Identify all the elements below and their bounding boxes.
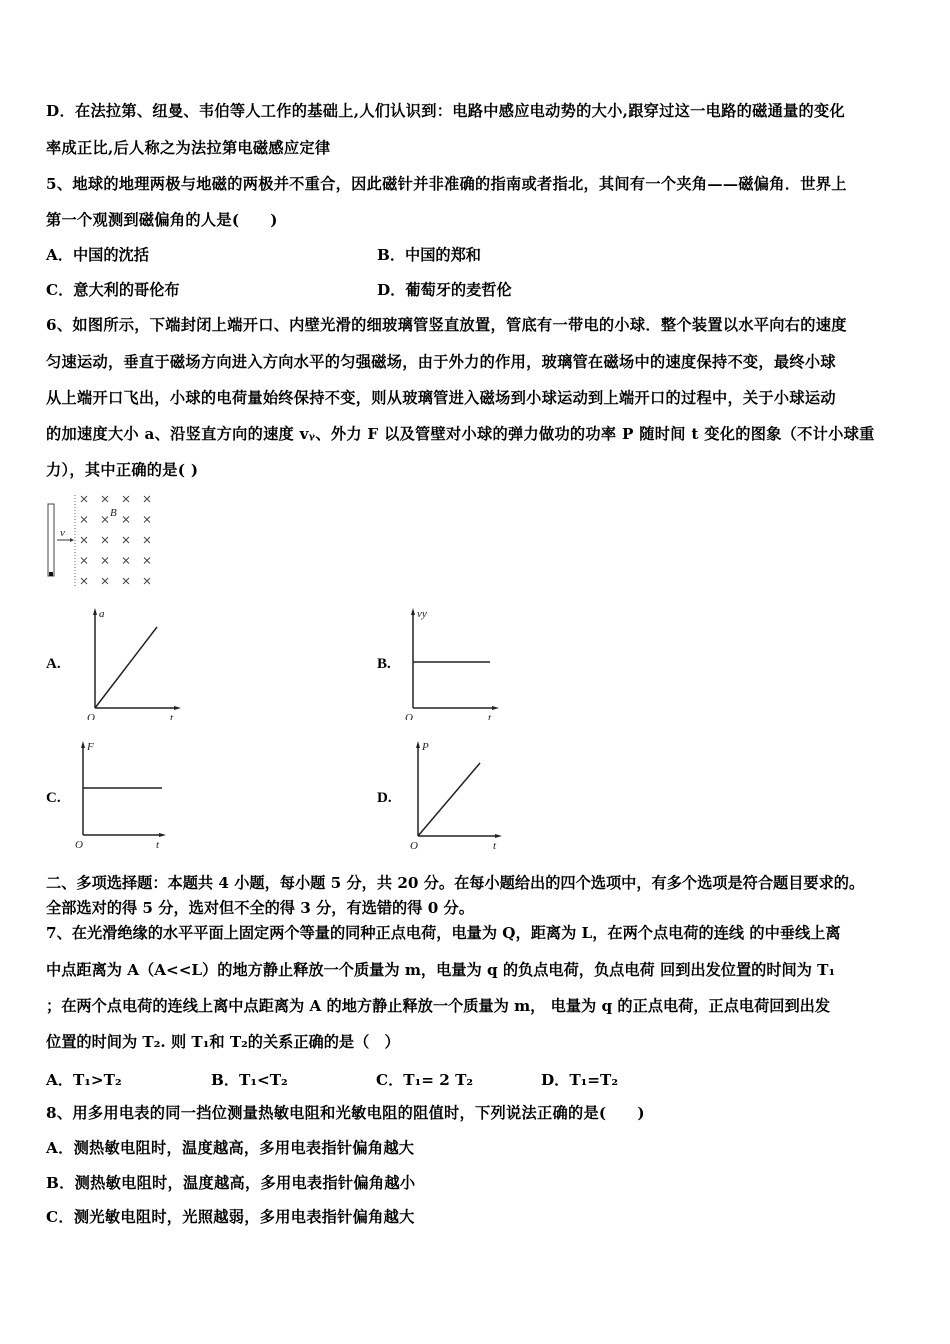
graph-d-label: D. [377,790,392,806]
svg-text:P: P [422,741,429,753]
q7-stem-line3: ；在两个点电荷的连线上离中点距离为 A 的地方静止释放一个质量为 m， 电量为 q 的正点电荷，正点电荷回到出发 [46,997,831,1015]
svg-text:t: t [493,840,497,850]
q7-stem-line4: 位置的时间为 T₂. 则 T₁和 T₂的关系正确的是（ ） [46,1033,400,1051]
field-cross [81,578,87,584]
field-cross [123,517,129,523]
section2-intro-line1: 二、多项选择题：本题共 4 小题，每小题 5 分，共 20 分。在每小题给出的四个选项中，有多个选项是符合题目要求的。 [46,874,865,892]
q6-stem-line5: 力），其中正确的是( ) [46,461,199,479]
svg-text:t: t [488,712,492,720]
svg-text:t: t [156,839,160,850]
q6-stem-line2: 匀速运动，垂直于磁场方向进入方向水平的匀强磁场，由于外力的作用，玻璃管在磁场中的速度保持不变，最终小球 [46,353,836,371]
field-cross [144,578,150,584]
q5-option-c: C．意大利的哥伦布 [46,281,180,299]
q4-option-d-line1: D．在法拉第、纽曼、韦伯等人工作的基础上,人们认识到：电路中感应电动势的大小,跟穿过这一电路的磁通量的变化 [46,102,846,120]
field-cross [81,517,87,523]
graph-d [405,738,505,850]
q7-option-d: D．T₁=T₂ [541,1071,618,1089]
field-cross [102,496,108,502]
q8-option-b: B．测热敏电阻时，温度越高，多用电表指针偏角越小 [46,1174,416,1192]
charged-ball [49,572,53,576]
field-cross [144,558,150,564]
field-cross [81,496,87,502]
glass-tube [48,504,54,576]
q6-stem-line4: 的加速度大小 a、沿竖直方向的速度 vᵧ、外力 F 以及管壁对小球的弹力做功的功率 P 随时间 t 变化的图象（不计小球重 [46,425,875,443]
svg-text:O: O [410,840,418,850]
svg-text:F: F [87,741,94,753]
velocity-label: v [60,527,65,539]
field-cross [144,496,150,502]
graph-c [70,738,170,850]
graph-d-line [418,763,480,836]
field-cross [81,537,87,543]
svg-text:O: O [87,712,95,720]
field-cross [102,517,108,523]
magnetic-field-figure [40,490,160,590]
q7-option-b: B．T₁<T₂ [211,1071,288,1089]
q5-option-a: A．中国的沈括 [46,246,149,264]
q7-option-a: A．T₁>T₂ [46,1071,122,1089]
field-cross [144,517,150,523]
q8-stem: 8、用多用电表的同一挡位测量热敏电阻和光敏电阻的阻值时，下列说法正确的是( ) [46,1104,645,1122]
q6-stem-line1: 6、如图所示，下端封闭上端开口、内壁光滑的细玻璃管竖直放置，管底有一带电的小球．整个装置以水平向右的速度 [46,316,847,334]
q8-option-a: A．测热敏电阻时，温度越高，多用电表指针偏角越大 [46,1139,415,1157]
section2-intro-line2: 全部选对的得 5 分，选对但不全的得 3 分，有选错的得 0 分。 [46,899,474,917]
graph-a-line [95,627,157,708]
q7-stem-line2: 中点距离为 A（A<<L）的地方静止释放一个质量为 m，电量为 q 的负点电荷，负点电荷 回到出发位置的时间为 T₁ [46,961,836,979]
field-label: B [110,507,117,519]
svg-text:a: a [99,608,105,620]
graph-a-label: A. [46,656,61,672]
q5-stem-line1: 5、地球的地理两极与地磁的两极并不重合，因此磁针并非准确的指南或者指北，其间有一个夹角——磁偏角．世界上 [46,175,847,193]
svg-text:vy: vy [417,608,427,620]
q8-option-c: C．测光敏电阻时，光照越弱，多用电表指针偏角越大 [46,1208,415,1226]
q7-stem-line1: 7、在光滑绝缘的水平平面上固定两个等量的同种正点电荷，电量为 Q，距离为 L，在两个点电荷的连线 的中垂线上离 [46,924,841,942]
graph-a [82,605,182,720]
field-cross [144,537,150,543]
field-cross [123,578,129,584]
svg-text:t: t [170,712,174,720]
field-cross [102,578,108,584]
field-cross [102,537,108,543]
q7-option-c: C．T₁= 2 T₂ [376,1071,474,1089]
graph-b [400,605,500,720]
q6-stem-line3: 从上端开口飞出，小球的电荷量始终保持不变，则从玻璃管进入磁场到小球运动到上端开口的过程中，关于小球运动 [46,389,836,407]
field-cross [102,558,108,564]
field-cross [123,537,129,543]
q5-stem-line2: 第一个观测到磁偏角的人是( ) [46,211,278,229]
graph-b-label: B. [377,656,391,672]
graph-c-label: C. [46,790,61,806]
field-cross [123,496,129,502]
svg-text:O: O [405,712,413,720]
q5-option-b: B．中国的郑和 [377,246,481,264]
svg-text:O: O [75,839,83,850]
field-cross [123,558,129,564]
field-cross [81,558,87,564]
q4-option-d-line2: 率成正比,后人称之为法拉第电磁感应定律 [46,139,331,157]
q5-option-d: D．葡萄牙的麦哲伦 [377,281,512,299]
